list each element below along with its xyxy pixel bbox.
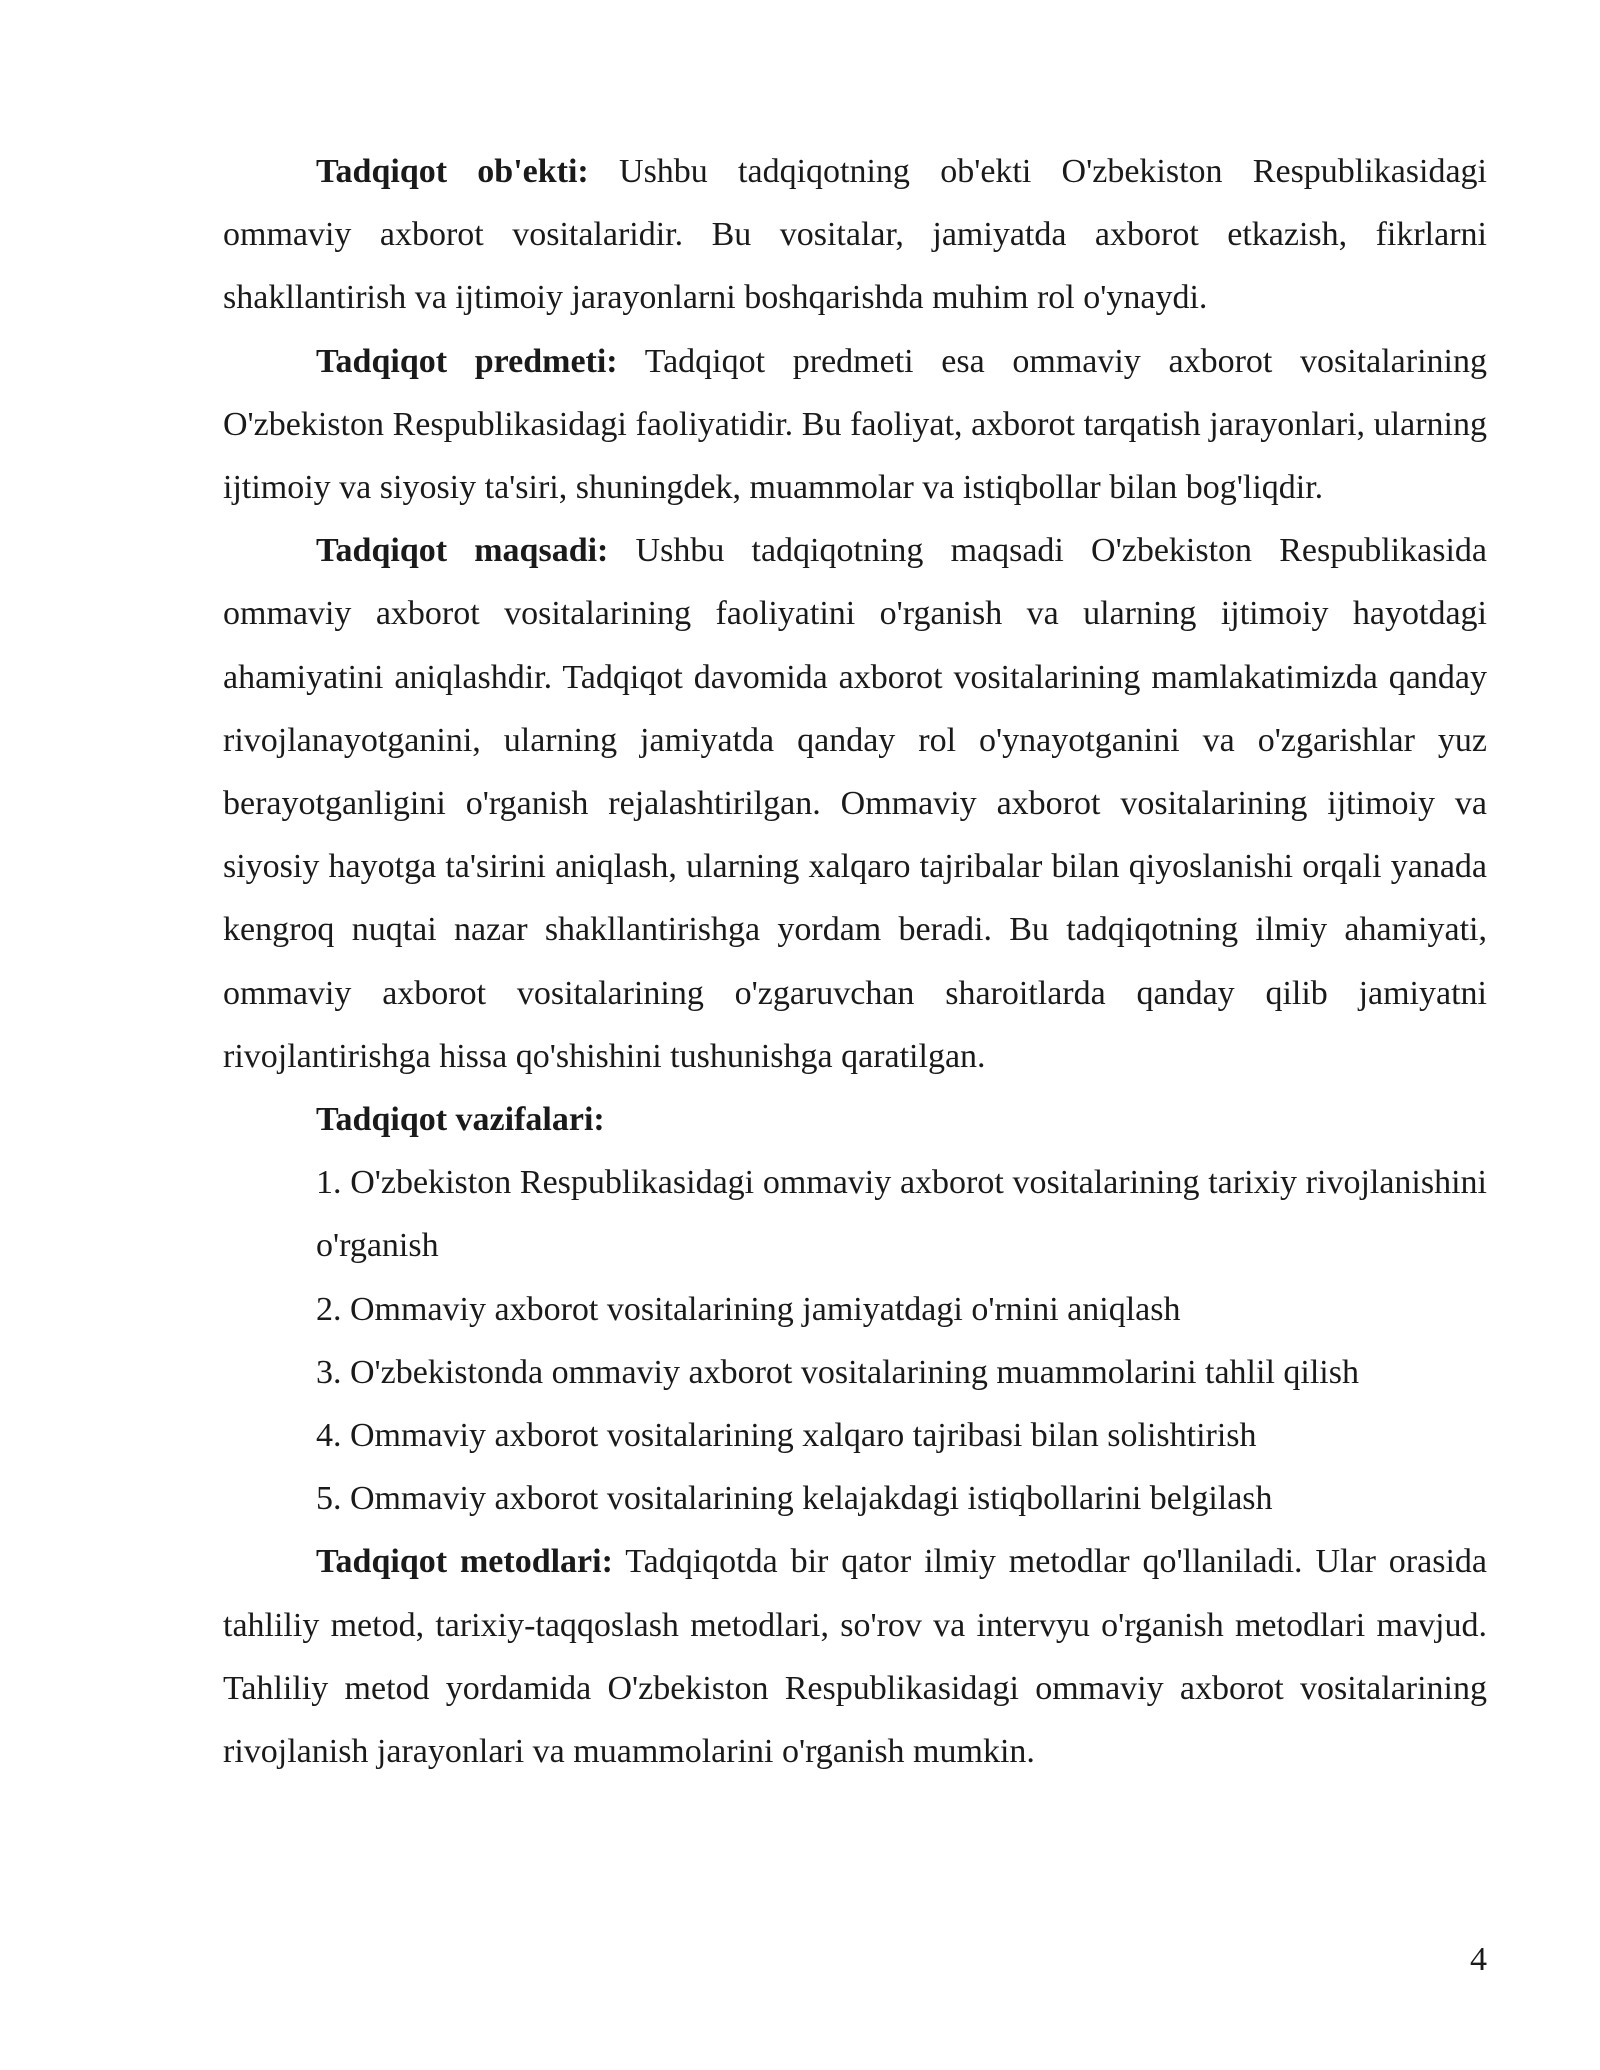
list-item: 1. O'zbekiston Respublikasidagi ommaviy axborot vositalarining tarixiy rivojlanishini o'rganish bbox=[316, 1164, 1487, 1265]
list-item: 4. Ommaviy axborot vositalarining xalqaro tajribasi bilan solishtirish bbox=[316, 1417, 1257, 1455]
research-subject-text: Tadqiqot predmeti esa ommaviy axborot vositalarining O'zbekiston Respublikasidagi faoliyatidir. Bu faoliyat, axborot tarqatish jarayonlari, ularning ijtimoiy va siyosiy ta'siri, shuningdek, muammolar va istiqbollar bilan bog'liqdir. bbox=[223, 342, 1487, 507]
paragraph-research-object bbox=[223, 140, 1487, 330]
research-tasks-label: Tadqiqot vazifalari: bbox=[316, 1101, 605, 1139]
list-item: 2. Ommaviy axborot vositalarining jamiyatdagi o'rnini aniqlash bbox=[316, 1290, 1181, 1328]
list-item: 5. Ommaviy axborot vositalarining kelajakdagi istiqbollarini belgilash bbox=[316, 1480, 1273, 1518]
research-tasks-heading bbox=[223, 1088, 1487, 1151]
research-object-text: Ushbu tadqiqotning ob'ekti O'zbekiston Respublikasidagi ommaviy axborot vositalaridir. Bu vositalar, jamiyatda axborot etkazish, fikrlarni shakllantirish va ijtimoiy jarayonlarni boshqarishda muhim rol o'ynaydi. bbox=[223, 153, 1487, 317]
research-methods-label: Tadqiqot metodlari: bbox=[316, 1543, 613, 1581]
research-subject-label: Tadqiqot predmeti: bbox=[316, 342, 618, 380]
research-methods-text: Tadqiqotda bir qator ilmiy metodlar qo'llaniladi. Ular orasida tahliliy metod, tarixiy-taqqoslash metodlari, so'rov va intervyu o'rganish metodlari mavjud. Tahliliy metod yordamida O'zbekiston Respublikasidagi ommaviy axborot vositalarining rivojlanish jarayonlari va muammolarini o'rganish mumkin. bbox=[223, 1543, 1487, 1771]
list-item: 3. O'zbekistonda ommaviy axborot vositalarining muammolarini tahlil qilish bbox=[316, 1353, 1359, 1391]
research-goal-label: Tadqiqot maqsadi: bbox=[316, 532, 609, 570]
paragraph-research-methods bbox=[223, 1530, 1487, 1783]
page-number: 4 bbox=[1470, 1941, 1487, 1978]
research-object-label: Tadqiqot ob'ekti: bbox=[316, 153, 589, 190]
document-page bbox=[223, 140, 1487, 1783]
paragraph-research-goal bbox=[223, 519, 1487, 1088]
paragraph-research-subject bbox=[223, 330, 1487, 520]
research-goal-text: Ushbu tadqiqotning maqsadi O'zbekiston Respublikasida ommaviy axborot vositalarining faoliyatini o'rganish va ularning ijtimoiy hayotdagi ahamiyatini aniqlashdir. Tadqiqot davomida axborot vositalarining mamlakatimizda qanday rivojlanayotganini, ularning jamiyatda qanday rol o'ynayotganini va o'zgarishlar yuz berayotganligini o'rganish rejalashtirilgan. Ommaviy axborot vositalarining ijtimoiy va siyosiy hayotga ta'sirini aniqlash, ularning xalqaro tajribalar bilan qiyoslanishi orqali yanada kengroq nuqtai nazar shakllantirishga yordam beradi. Bu tadqiqotning ilmiy ahamiyati, ommaviy axborot vositalarining o'zgaruvchan sharoitlarda qanday qilib jamiyatni rivojlantirishga hissa qo'shishini tushunishga qaratilgan. bbox=[223, 532, 1487, 1075]
